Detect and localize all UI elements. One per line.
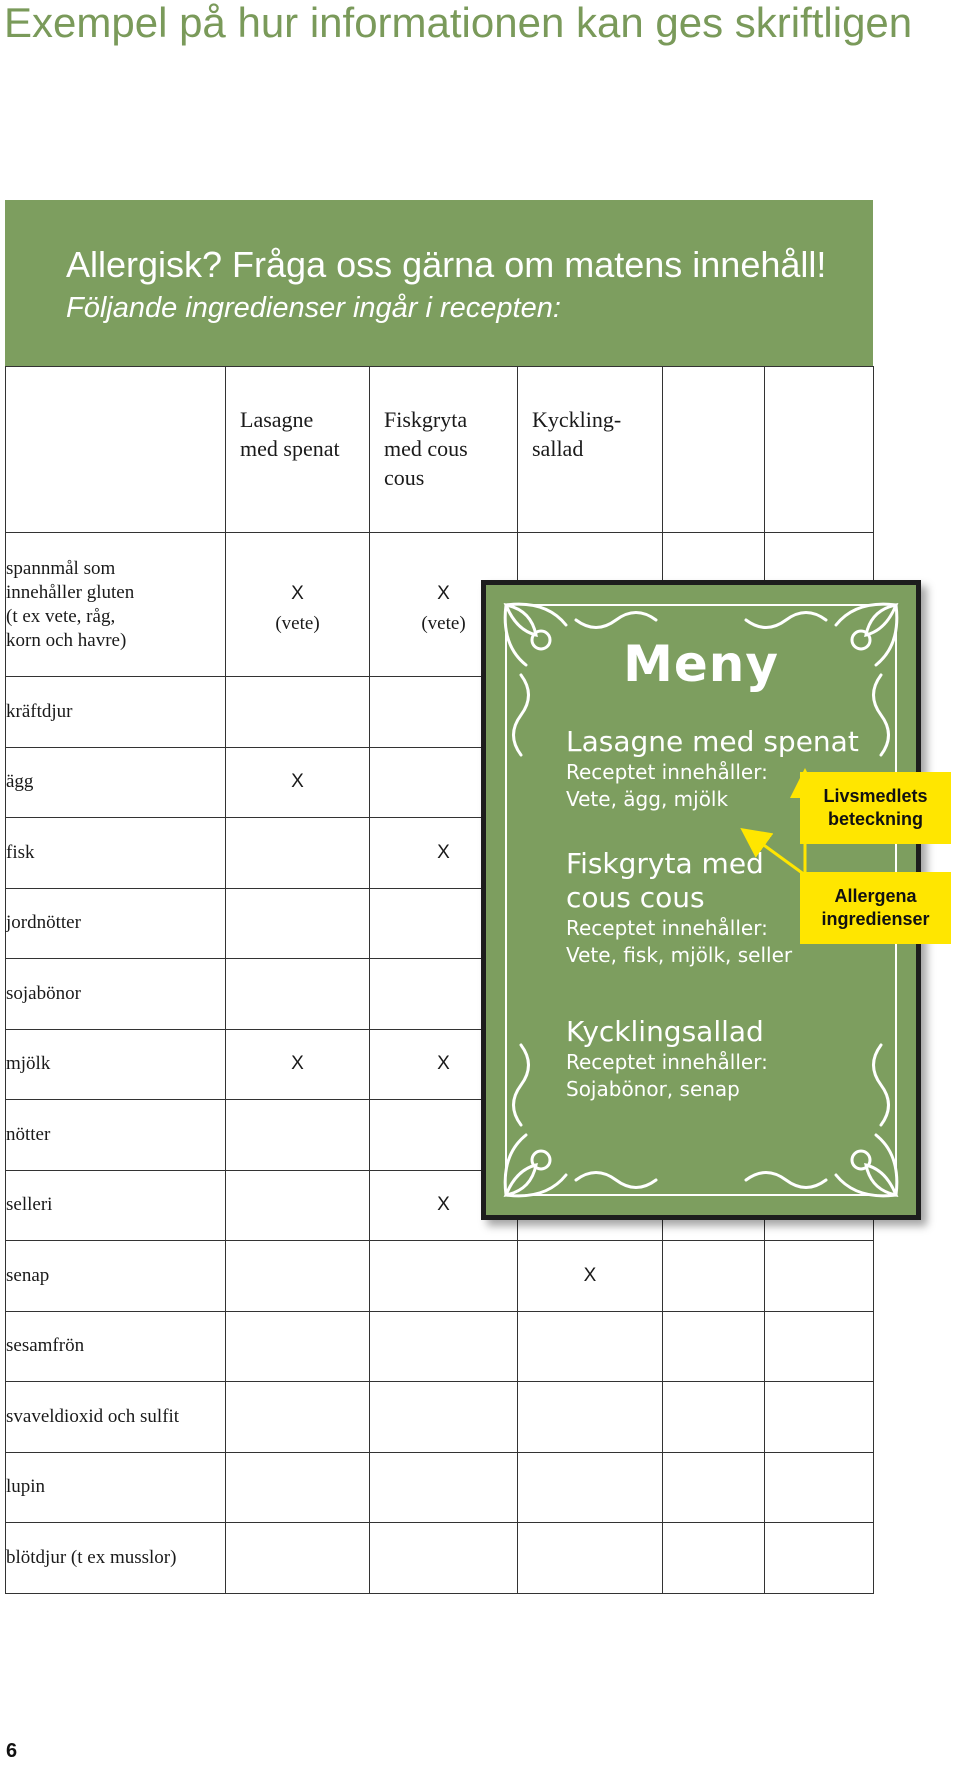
arrow-icon bbox=[750, 835, 805, 875]
menu-item-text: Receptet innehåller: bbox=[566, 916, 768, 940]
menu-item-text: Vete, ägg, mjölk bbox=[566, 787, 729, 811]
column-header-lasagne: Lasagne med spenat bbox=[226, 367, 370, 533]
menu-item-name: Kycklingsallad bbox=[566, 1015, 764, 1048]
mark-cell: X (vete) bbox=[370, 533, 518, 677]
menu-item-text: Receptet innehåller: bbox=[566, 760, 768, 784]
row-label: mjölk bbox=[6, 1029, 226, 1100]
row-label: selleri bbox=[6, 1170, 226, 1241]
row-label: ägg bbox=[6, 747, 226, 818]
callout-livsmedlets-beteckning: Livsmedlets beteckning bbox=[800, 772, 951, 844]
row-label: senap bbox=[6, 1241, 226, 1312]
mark-cell: X bbox=[370, 1029, 518, 1100]
mark-cell: X bbox=[370, 1170, 518, 1241]
mark-cell: X bbox=[226, 1029, 370, 1100]
callout-allergena-ingredienser: Allergena ingredienser bbox=[800, 872, 951, 944]
row-label: nötter bbox=[6, 1100, 226, 1171]
menu-title: Meny bbox=[623, 635, 779, 693]
mark-cell: X (vete) bbox=[226, 533, 370, 677]
mark-cell: X bbox=[518, 1241, 663, 1312]
page-number: 6 bbox=[6, 1740, 18, 1762]
mark-cell: X bbox=[226, 747, 370, 818]
row-label: sojabönor bbox=[6, 959, 226, 1030]
menu-item-text: Receptet innehåller: bbox=[566, 1050, 768, 1074]
row-label: blötdjur (t ex musslor) bbox=[6, 1523, 226, 1594]
page-title: Exempel på hur informationen kan ges skriftligen bbox=[4, 0, 913, 46]
row-label: lupin bbox=[6, 1452, 226, 1523]
menu-item-name: Fiskgryta med bbox=[566, 847, 764, 880]
menu-item-name: Lasagne med spenat bbox=[566, 725, 859, 758]
menu-item-text: Sojabönor, senap bbox=[566, 1077, 740, 1101]
row-label: spannmål som innehåller gluten (t ex vete, råg, korn och havre) bbox=[6, 533, 226, 677]
banner-subheading: Följande ingredienser ingår i recepten: bbox=[66, 292, 561, 324]
menu-item-text: Vete, fisk, mjölk, seller bbox=[566, 943, 793, 967]
row-label: jordnötter bbox=[6, 888, 226, 959]
column-header-fiskgryta: Fiskgryta med cous cous bbox=[370, 367, 518, 533]
mark-cell: X bbox=[370, 818, 518, 889]
row-label: sesamfrön bbox=[6, 1311, 226, 1382]
menu-item-name: cous cous bbox=[566, 881, 705, 914]
banner-heading: Allergisk? Fråga oss gärna om matens innehåll! bbox=[66, 244, 827, 285]
row-label: svaveldioxid och sulfit bbox=[6, 1382, 226, 1453]
row-label: fisk bbox=[6, 818, 226, 889]
column-header-kycklingsallad: Kyckling- sallad bbox=[518, 367, 663, 533]
row-label: kräftdjur bbox=[6, 677, 226, 748]
